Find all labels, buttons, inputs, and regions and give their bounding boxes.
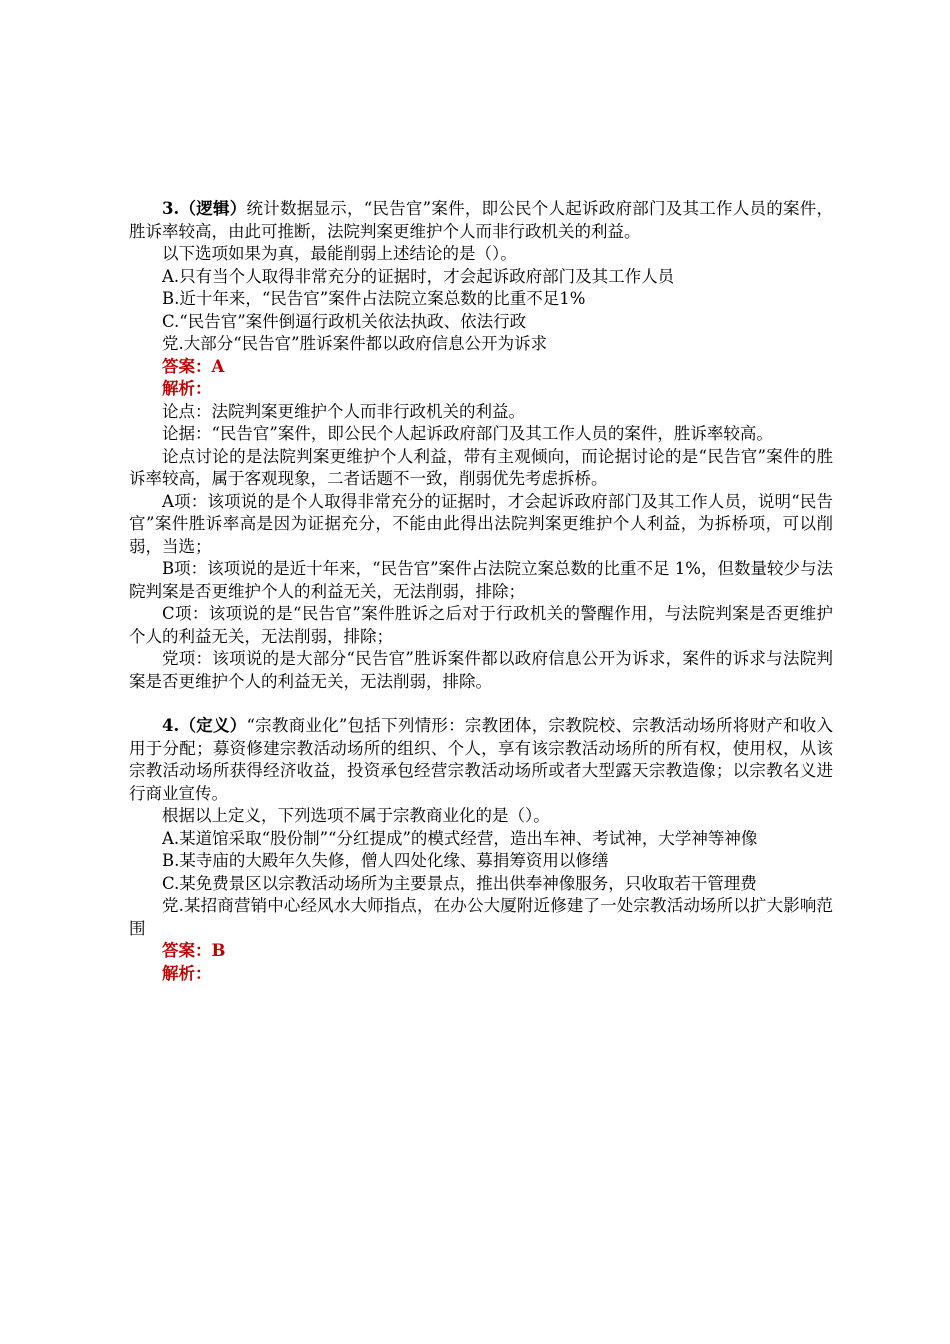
question-text: 统计数据显示，“民告官”案件，即公民个人起诉政府部门及其工作人员的案件，胜诉率较高，由此可推断，法院判案更维护个人而非行政机关的利益。: [129, 199, 834, 241]
question-text: “宗教商业化”包括下列情形：宗教团体，宗教院校、宗教活动场所将财产和收入用于分配；募资修建宗教活动场所的组织、个人，享有该宗教活动场所的所有权，使用权，从该宗教活动场所获得经济收益，投资承包经营宗教活动场所或者大型露天宗教造像；以宗教名义进行商业宣传。: [129, 716, 834, 803]
question-number: 3.: [162, 199, 180, 218]
analysis-paragraph: 论据：“民告官”案件，即公民个人起诉政府部门及其工作人员的案件，胜诉率较高。: [162, 424, 773, 443]
question-separator: [129, 693, 833, 715]
analysis-paragraph: A项：该项说的是个人取得非常充分的证据时，才会起诉政府部门及其工作人员，说明“民告官”案件胜诉率高是因为证据充分，不能由此得出法院判案更维护个人利益，为拆桥项，可以削弱，当选；: [129, 491, 833, 556]
analysis-paragraph: B项：该项说的是近十年来，“民告官”案件占法院立案总数的比重不足 1%，但数量较少与法院判案是否更维护个人的利益无关，无法削弱，排除；: [129, 559, 833, 601]
analysis-paragraph: 党项：该项说的是大部分“民告官”胜诉案件都以政府信息公开为诉求，案件的诉求与法院判案是否更维护个人的利益无关，无法削弱，排除。: [129, 649, 833, 691]
option-d: 党.大部分“民告官”胜诉案件都以政府信息公开为诉求: [162, 334, 548, 353]
answer-label: 答案：A: [162, 356, 225, 376]
option-a: A.某道馆采取“股份制”“分红提成”的模式经营，造出车神、考试神，大学神等神像: [162, 828, 758, 848]
analysis-label: 解析：: [162, 963, 212, 983]
option-a: A.只有当个人取得非常充分的证据时，才会起诉政府部门及其工作人员: [162, 266, 675, 286]
question-4-stem: [129, 715, 833, 805]
question-prompt: 以下选项如果为真，最能削弱上述结论的是（）。: [162, 244, 517, 263]
option-c: C.某免费景区以宗教活动场所为主要景点，推出供奉神像服务，只收取若干管理费: [162, 873, 757, 893]
question-number: 4.: [162, 716, 180, 735]
analysis-paragraph: 论点讨论的是法院判案更维护个人利益，带有主观倾向，而论据讨论的是“民告官”案件的胜诉率较高，属于客观现象，二者话题不一致，削弱优先考虑拆桥。: [129, 446, 833, 488]
question-prompt: 根据以上定义，下列选项不属于宗教商业化的是（）。: [162, 806, 550, 825]
question-category: （定义）: [179, 716, 247, 735]
option-b: B.某寺庙的大殿年久失修，僧人四处化缘、募捐筹资用以修缮: [162, 851, 609, 870]
option-b: B.近十年来，“民告官”案件占法院立案总数的比重不足1%: [162, 289, 586, 308]
option-c: C.“民告官”案件倒逼行政机关依法执政、依法行政: [162, 311, 527, 331]
question-3-stem: [129, 198, 833, 243]
option-d: 党.某招商营销中心经风水大师指点，在办公大厦附近修建了一处宗教活动场所以扩大影响范围: [129, 896, 833, 938]
answer-label: 答案：B: [162, 941, 226, 960]
question-category: （逻辑）: [179, 199, 247, 218]
analysis-paragraph: C项：该项说的是“民告官”案件胜诉之后对于行政机关的警醒作用，与法院判案是否更维护个人的利益无关，无法削弱，排除；: [129, 604, 833, 646]
document-page: [129, 198, 833, 985]
analysis-label: 解析：: [162, 379, 212, 398]
analysis-paragraph: 论点：法院判案更维护个人而非行政机关的利益。: [162, 401, 525, 421]
